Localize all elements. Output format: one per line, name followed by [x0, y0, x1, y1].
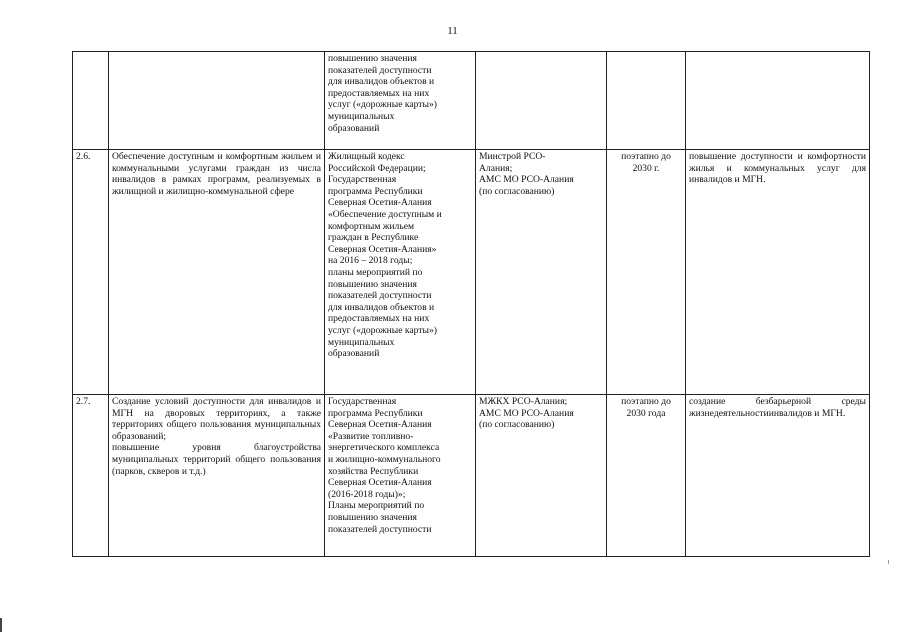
cell-legal-basis: Жилищный кодекс Российской Федерации; Государственная программа Республики Северная Осетия-Алания «Обеспечение доступным и комфортным жильем граждан в Республике Северная Осетия-Алания» на 2016 – 2018 годы; планы мероприятий по повышению значения показателей доступности для инвалидов объектов и предоставляемых на них услуг («дорожные карты») муниципальных образований [325, 150, 476, 395]
cell-expected-result [686, 52, 870, 150]
scan-speck [888, 560, 889, 564]
cell-deadline: поэтапно до 2030 года [607, 395, 686, 557]
cell-legal-basis: Государственная программа Республики Северная Осетия-Алания «Развитие топливно- энергетического комплекса и жилищно-коммунального хозяйства Республики Северная Осетия-Алания (2016-2018 годы)»; Планы мероприятий по повышению значения показателей доступности [325, 395, 476, 557]
page-number: 11 [447, 25, 458, 37]
table-row [73, 52, 870, 150]
cell-measure: Создание условий доступности для инвалидов и МГН на дворовых территориях, а также территориях общего пользования муниципальных образований; повышение уровня благоустройства муниципальных территорий общего пользования (парков, скверов и т.д.) [109, 395, 325, 557]
cell-legal-basis: повышению значения показателей доступности для инвалидов объектов и предоставляемых на них услуг («дорожные карты») муниципальных образований [325, 52, 476, 150]
table-row [73, 395, 870, 557]
scan-edge-mark [0, 618, 2, 632]
cell-deadline [607, 52, 686, 150]
cell-executors: Минстрой РСО- Алания; АМС МО РСО-Алания (по согласованию) [476, 150, 607, 395]
cell-number [73, 52, 109, 150]
cell-measure [109, 52, 325, 150]
cell-expected-result: создание безбарьерной среды жизнедеятельностиинвалидов и МГН. [686, 395, 870, 557]
cell-deadline: поэтапно до 2030 г. [607, 150, 686, 395]
cell-measure: Обеспечение доступным и комфортным жильем и коммунальными услугами граждан из числа инвалидов в рамках программ, реализуемых в жилищной и жилищно-коммунальной сфере [109, 150, 325, 395]
cell-number: 2.6. [73, 150, 109, 395]
cell-executors [476, 52, 607, 150]
cell-expected-result: повышение доступности и комфортности жилья и коммунальных услуг для инвалидов и МГН. [686, 150, 870, 395]
cell-executors: МЖКХ РСО-Алания; АМС МО РСО-Алания (по согласованию) [476, 395, 607, 557]
measures-table [72, 51, 870, 557]
table-row [73, 150, 870, 395]
cell-number: 2.7. [73, 395, 109, 557]
